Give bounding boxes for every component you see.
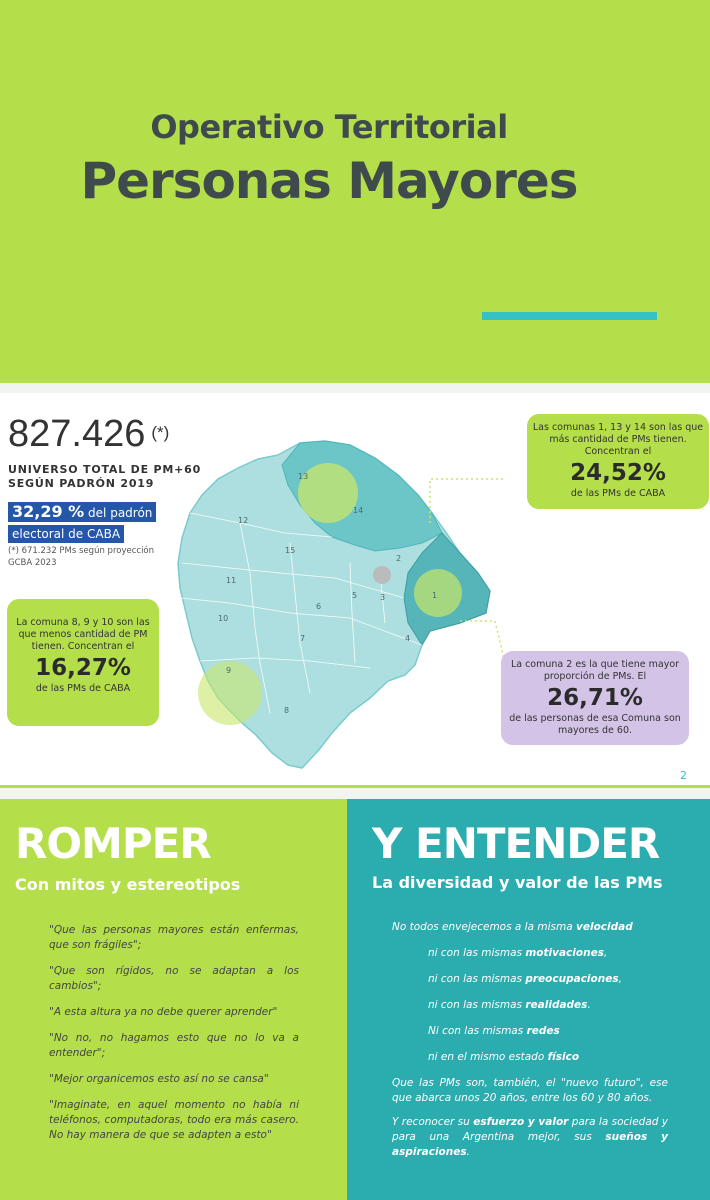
entender-heading: Y ENTENDER — [372, 819, 660, 868]
entender-subheading: La diversidad y valor de las PMs — [372, 873, 663, 892]
entender-panel — [347, 799, 710, 1200]
entender-text — [392, 920, 668, 1169]
highlight-circle-east — [414, 569, 462, 617]
universe-line-2: SEGÚN PADRÓN 2019 — [8, 477, 155, 490]
total-note: (*) — [151, 423, 170, 442]
padron-percent: 32,29 % — [12, 502, 85, 521]
box-text: La comuna 8, 9 y 10 son las que menos cantidad de PM tienen. Concentran el — [16, 617, 150, 652]
accent-bar — [482, 312, 657, 320]
padron-highlight-2: electoral de CABA — [8, 525, 124, 543]
footnote: (*) 671.232 PMs según proyección GCBA 2023 — [8, 546, 155, 568]
map-slide — [0, 393, 710, 785]
diversity-line: ni en el mismo estado físico — [428, 1051, 580, 1063]
future-paragraph: Que las PMs son, también, el "nuevo futuro", ese que abarca unos 20 años, entre los 60 y 80 años. — [392, 1077, 668, 1104]
diversity-line: ni con las mismas preocupaciones, — [428, 973, 622, 985]
box-caption: de las PMs de CABA — [35, 683, 131, 694]
diversity-line: No todos envejecemos a la misma velocidad — [392, 921, 633, 933]
stat-box-left — [7, 599, 159, 726]
slide-title: Personas Mayores — [80, 152, 578, 210]
map-label-7: 7 — [300, 634, 306, 643]
romper-subheading: Con mitos y estereotipos — [15, 875, 241, 894]
map-label-9: 9 — [226, 666, 232, 675]
map-label-11: 11 — [226, 576, 237, 585]
map-label-3: 3 — [380, 593, 386, 602]
total-count — [8, 413, 169, 456]
box-percent: 24,52% — [570, 460, 666, 486]
map-label-8: 8 — [284, 706, 290, 715]
map-label-1: 1 — [432, 591, 438, 600]
quotes-list — [49, 923, 299, 1154]
map-label-15: 15 — [285, 546, 296, 555]
quote-item: "Imaginate, en aquel momento no había ni teléfonos, computadoras, todo era más casero. No hay manera de que se adapten a esto" — [49, 1099, 299, 1141]
total-value: 827.426 — [8, 413, 146, 455]
diversity-line: Ni con las mismas redes — [428, 1025, 560, 1037]
quote-item: "Mejor organicemos esto así no se cansa" — [49, 1073, 269, 1085]
romper-heading: ROMPER — [15, 819, 211, 868]
box-percent: 16,27% — [35, 655, 131, 681]
padron-highlight — [8, 502, 156, 522]
quote-item: "No no, no hagamos esto que no lo va a entender"; — [49, 1032, 299, 1059]
universe-line-1: UNIVERSO TOTAL DE PM+60 — [8, 463, 202, 476]
map-label-13: 13 — [298, 472, 309, 481]
diversity-line: ni con las mismas realidades. — [428, 999, 591, 1011]
page-number: 2 — [680, 769, 687, 782]
quote-item: "Que las personas mayores están enfermas, que son frágiles"; — [49, 924, 299, 951]
title-slide — [0, 0, 710, 383]
slide-divider — [0, 383, 710, 393]
box-text: La comuna 2 es la que tiene mayor proporción de PMs. El — [510, 659, 680, 682]
diversity-line: ni con las mismas motivaciones, — [428, 947, 608, 959]
caba-map — [160, 413, 505, 778]
quote-item: "Que son rígidos, no se adaptan a los cambios"; — [49, 965, 299, 992]
map-label-6: 6 — [316, 602, 322, 611]
map-label-12: 12 — [238, 516, 249, 525]
box-percent: 26,71% — [547, 685, 643, 711]
map-label-5: 5 — [352, 591, 358, 600]
map-label-2: 2 — [396, 554, 402, 563]
value-paragraph: Y reconocer su esfuerzo y valor para la sociedad y para una Argentina mejor, sus sueños y aspiraciones. — [392, 1116, 668, 1158]
divider-line — [0, 785, 710, 788]
map-label-10: 10 — [218, 614, 229, 623]
box-text: Las comunas 1, 13 y 14 son las que más cantidad de PMs tienen. Concentran el — [532, 422, 704, 457]
slide-divider-2 — [0, 785, 710, 799]
map-label-4: 4 — [405, 634, 411, 643]
box-caption: de las personas de esa Comuna son mayores de 60. — [509, 713, 681, 736]
slide-subtitle: Operativo Territorial — [150, 108, 508, 146]
stat-box-top-right — [527, 414, 709, 509]
stat-box-right — [501, 651, 689, 745]
quote-item: "A esta altura ya no debe querer aprender" — [49, 1006, 278, 1018]
box-caption: de las PMs de CABA — [570, 488, 666, 499]
padron-text: del padrón — [88, 506, 153, 520]
romper-panel — [0, 799, 347, 1200]
highlight-circle-center — [373, 566, 391, 584]
map-label-14: 14 — [353, 506, 364, 515]
